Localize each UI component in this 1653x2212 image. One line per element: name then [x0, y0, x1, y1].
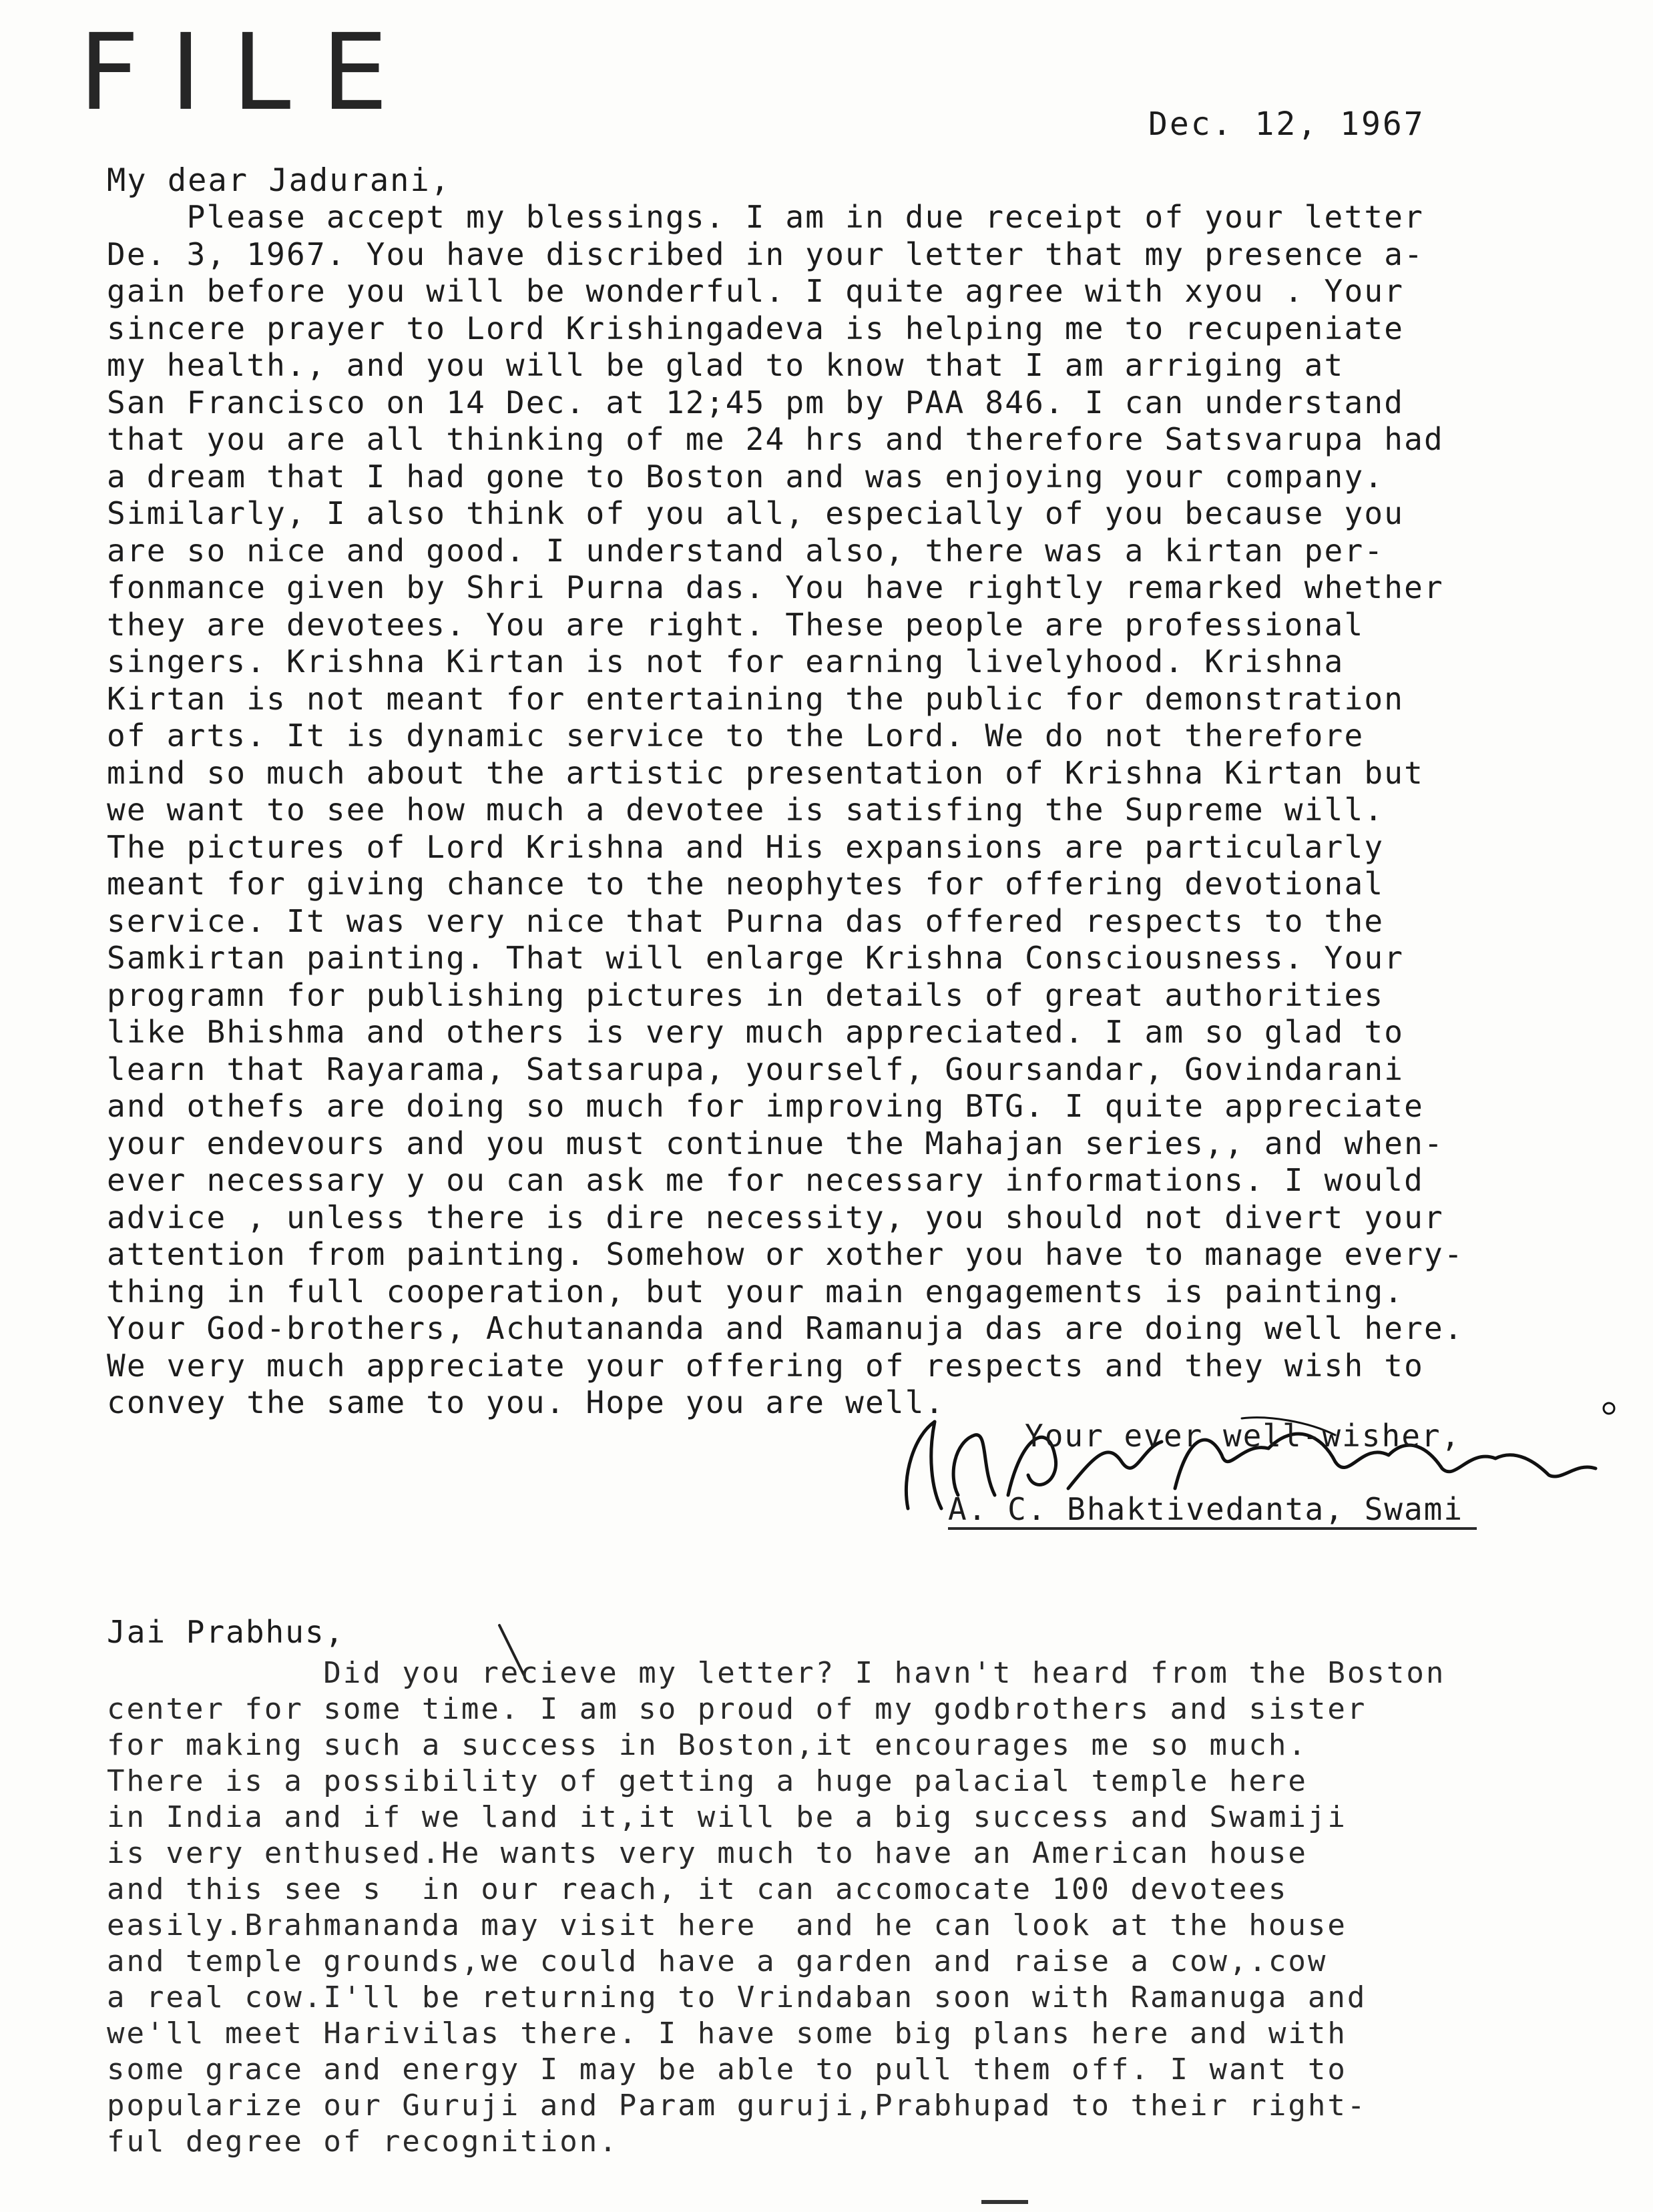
postscript-body-line: some grace and energy I may be able to pull them off. I want to	[107, 2052, 1347, 2087]
postscript-body-line: popularize our Guruji and Param guruji,Prabhupad to their right-	[107, 2089, 1367, 2123]
postscript-body-line: center for some time. I am so proud of my godbrothers and sister	[107, 1692, 1367, 1726]
letter-body-line: fonmance given by Shri Purna das. You have rightly remarked whether	[107, 569, 1444, 605]
letter-body	[107, 199, 1616, 1422]
letter-body-line: attention from painting. Somehow or xother you have to manage every-	[107, 1236, 1464, 1272]
letter-salutation: My dear Jadurani,	[107, 162, 451, 199]
postscript-body-line: and temple grounds,we could have a garden and raise a cow,.cow	[107, 1944, 1328, 1978]
letter-body-line: that you are all thinking of me 24 hrs and therefore Satsvarupa had	[107, 421, 1444, 457]
letter-body-line: singers. Krishna Kirtan is not for earning livelyhood. Krishna	[107, 643, 1345, 679]
letter-body-line: De. 3, 1967. You have discribed in your letter that my presence a-	[107, 236, 1425, 272]
postscript-salutation: Jai Prabhus,	[107, 1614, 345, 1650]
letter-closing: Your ever well-wisher,	[1025, 1418, 1461, 1454]
page-mark	[981, 2200, 1028, 2204]
letter-body-line: San Francisco on 14 Dec. at 12;45 pm by PAA 846. I can understand	[107, 384, 1405, 421]
postscript-body-line: There is a possibility of getting a huge palacial temple here	[107, 1764, 1308, 1798]
letter-body-line: ever necessary y ou can ask me for necessary informations. I would	[107, 1162, 1425, 1198]
letter-body-line: thing in full cooperation, but your main engagements is painting.	[107, 1273, 1405, 1310]
letter-body-line: learn that Rayarama, Satsarupa, yourself, Goursandar, Govindarani	[107, 1051, 1405, 1087]
postscript-body-line: a real cow.I'll be returning to Vrindaban soon with Ramanuga and	[107, 1980, 1367, 2014]
letter-body-line: are so nice and good. I understand also, there was a kirtan per-	[107, 532, 1385, 569]
letter-body-line: sincere prayer to Lord Krishingadeva is helping me to recupeniate	[107, 310, 1405, 346]
letter-body-line: The pictures of Lord Krishna and His expansions are particularly	[107, 828, 1385, 865]
letter-body-line: We very much appreciate your offering of respects and they wish to	[107, 1347, 1425, 1384]
signer-name: A. C. Bhaktivedanta, Swami	[948, 1491, 1477, 1530]
letter-body-line: mind so much about the artistic presentation of Krishna Kirtan but	[107, 754, 1425, 791]
letter-body-line: we want to see how much a devotee is satisfing the Supreme will.	[107, 792, 1385, 828]
letter-body-line: meant for giving chance to the neophytes for offering devotional	[107, 866, 1385, 902]
letter-date: Dec. 12, 1967	[1148, 105, 1425, 143]
postscript-body-line: easily.Brahmananda may visit here and he can look at the house	[107, 1908, 1347, 1942]
postscript-body-line: in India and if we land it,it will be a big success and Swamiji	[107, 1800, 1347, 1834]
postscript-body	[107, 1655, 1616, 2160]
letter-body-line: Similarly, I also think of you all, especially of you because you	[107, 495, 1405, 531]
letter-body-line: my health., and you will be glad to know that I am arriging at	[107, 347, 1345, 383]
postscript-body-line: we'll meet Harivilas there. I have some big plans here and with	[107, 2016, 1347, 2050]
letter-body-line: gain before you will be wonderful. I quite agree with xyou . Your	[107, 273, 1405, 309]
letter-body-line: Your God-brothers, Achutananda and Ramanuja das are doing well here.	[107, 1310, 1464, 1346]
letter-body-line: of arts. It is dynamic service to the Lord. We do not therefore	[107, 718, 1365, 754]
letter-body-line: service. It was very nice that Purna das offered respects to the	[107, 902, 1385, 939]
postscript-body-line: and this see s in our reach, it can accomocate 100 devotees	[107, 1872, 1288, 1906]
letter-body-line: advice , unless there is dire necessity, you should not divert your	[107, 1199, 1444, 1235]
letter-body-line: Please accept my blessings. I am in due receipt of your letter	[107, 199, 1425, 235]
letter-body-line: they are devotees. You are right. These people are professional	[107, 606, 1365, 643]
file-stamp: FILE	[79, 11, 419, 134]
postscript-body-line: for making such a success in Boston,it encourages me so much.	[107, 1728, 1308, 1762]
postscript-body-line: ful degree of recognition.	[107, 2125, 619, 2159]
letter-body-line: convey the same to you. Hope you are well.	[107, 1384, 945, 1420]
letter-body-line: Kirtan is not meant for entertaining the public for demonstration	[107, 680, 1405, 717]
letter-body-line: Samkirtan painting. That will enlarge Krishna Consciousness. Your	[107, 940, 1405, 976]
postscript-body-line: Did you recieve my letter? I havn't heard from the Boston	[107, 1656, 1446, 1690]
letter-body-line: and othefs are doing so much for improving BTG. I quite appreciate	[107, 1088, 1425, 1124]
letter-body-line: a dream that I had gone to Boston and was enjoying your company.	[107, 458, 1385, 495]
letter-body-line: like Bhishma and others is very much appreciated. I am so glad to	[107, 1014, 1405, 1050]
letter-body-line: programn for publishing pictures in details of great authorities	[107, 977, 1385, 1013]
letter-body-line: your endevours and you must continue the Mahajan series,, and when-	[107, 1125, 1444, 1161]
postscript-body-line: is very enthused.He wants very much to have an American house	[107, 1836, 1308, 1870]
